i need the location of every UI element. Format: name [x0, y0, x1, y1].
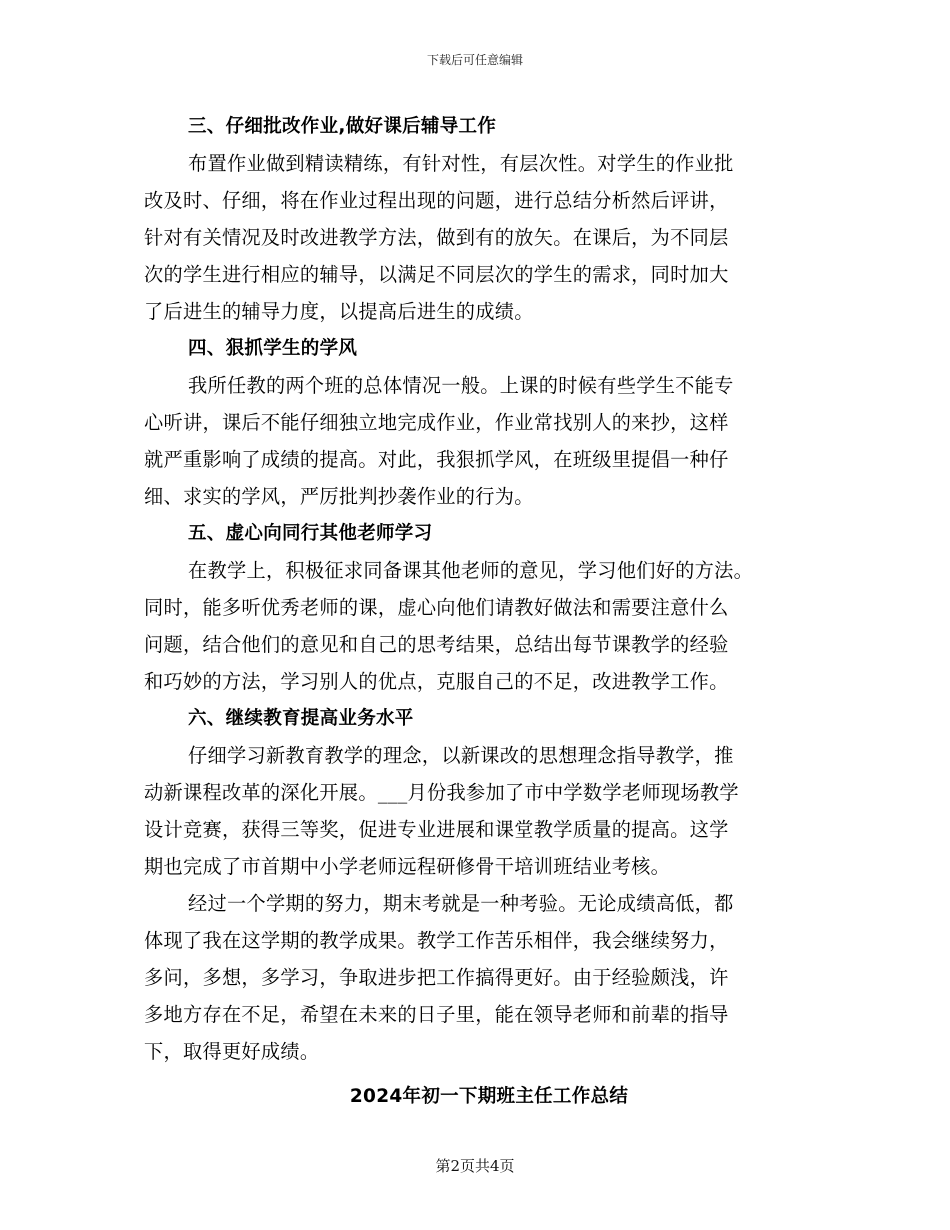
paragraph-line: 我所任教的两个班的总体情况一般。上课的时候有些学生不能专: [188, 374, 734, 397]
paragraph-line: 同时，能多听优秀老师的课，虚心向他们请教好做法和需要注意什么: [144, 596, 729, 619]
conclusion-line: 经过一个学期的努力，期末考就是一种考验。无论成绩高低，都: [188, 892, 734, 915]
page-header: 下载后可任意编辑: [426, 53, 523, 67]
paragraph-line: 细、求实的学风，严厉批判抄袭作业的行为。: [144, 485, 534, 508]
paragraph-line: 针对有关情况及时改进教学方法，做到有的放矢。在课后，为不同层: [144, 226, 729, 249]
paragraph-line: 就严重影响了成绩的提高。对此，我狠抓学风，在班级里提倡一种仔: [144, 448, 729, 471]
paragraph-line: 改及时、仔细，将在作业过程出现的问题，进行总结分析然后评讲，: [144, 189, 729, 212]
conclusion-line: 体现了我在这学期的教学成果。教学工作苦乐相伴，我会继续努力，: [144, 929, 729, 952]
conclusion-line: 多地方存在不足，希望在未来的日子里，能在领导老师和前辈的指导: [144, 1003, 729, 1026]
section-heading-5: 五、虚心向同行其他老师学习: [188, 523, 433, 544]
page-number: 第2页共4页: [435, 1157, 515, 1175]
paragraph-line: 了后进生的辅导力度，以提高后进生的成绩。: [144, 300, 534, 323]
paragraph-line: 次的学生进行相应的辅导，以满足不同层次的学生的需求，同时加大: [144, 263, 729, 286]
paragraph-line: 仔细学习新教育教学的理念，以新课改的思想理念指导教学，推: [188, 744, 734, 767]
paragraph-line: 在教学上，积极征求同备课其他老师的意见，学习他们好的方法。: [188, 559, 754, 582]
section-heading-4: 四、狠抓学生的学风: [188, 338, 358, 359]
paragraph-line: 和巧妙的方法，学习别人的优点，克服自己的不足，改进教学工作。: [144, 670, 729, 693]
paragraph-line: 设计竞赛，获得三等奖，促进专业进展和课堂教学质量的提高。这学: [144, 818, 729, 841]
section-heading-6: 六、继续教育提高业务水平: [188, 708, 414, 729]
next-document-title: 2024年初一下期班主任工作总结: [349, 1086, 629, 1107]
paragraph-line: 问题，结合他们的意见和自己的思考结果，总结出每节课教学的经验: [144, 633, 729, 656]
paragraph-line: 布置作业做到精读精练，有针对性，有层次性。对学生的作业批: [188, 152, 734, 175]
paragraph-line: 期也完成了市首期中小学老师远程研修骨干培训班结业考核。: [144, 855, 671, 878]
conclusion-line: 下，取得更好成绩。: [144, 1040, 320, 1063]
section-heading-3: 三、仔细批改作业,做好课后辅导工作: [188, 116, 497, 137]
conclusion-line: 多问，多想，多学习，争取进步把工作搞得更好。由于经验颇浅，许: [144, 966, 729, 989]
paragraph-line: 动新课程改革的深化开展。___月份我参加了市中学数学老师现场教学: [144, 781, 739, 804]
paragraph-line: 心听讲，课后不能仔细独立地完成作业，作业常找别人的来抄，这样: [144, 411, 729, 434]
document-body: [144, 108, 804, 1115]
